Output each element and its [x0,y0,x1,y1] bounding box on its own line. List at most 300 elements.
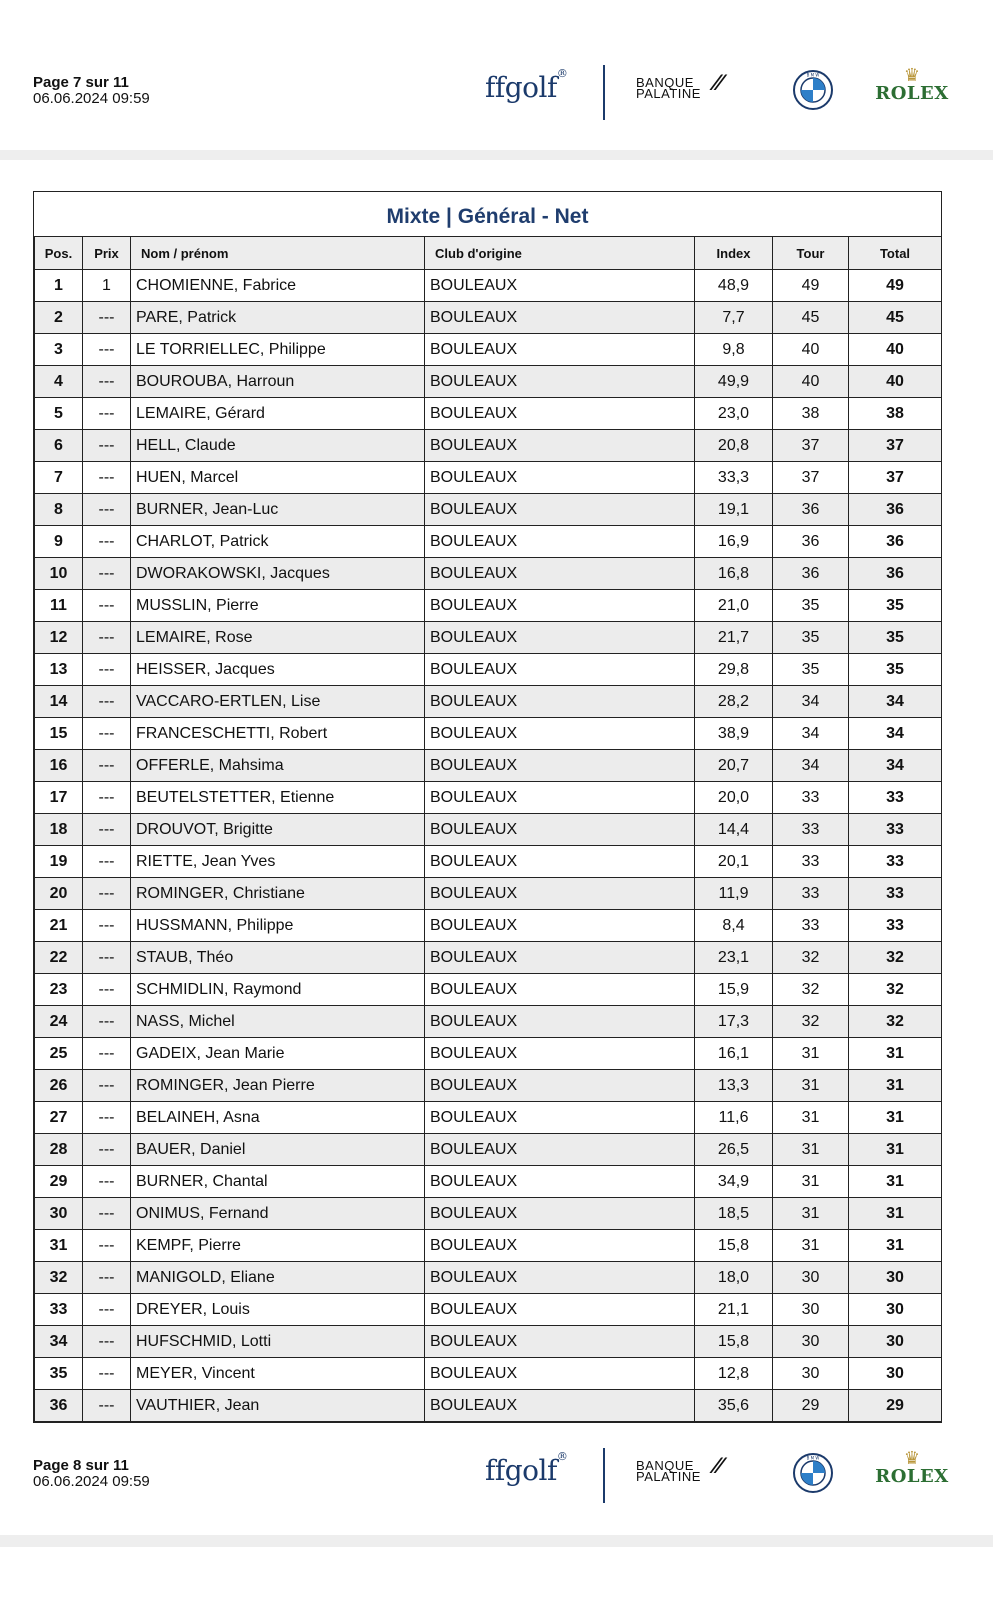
cell-tour: 35 [773,654,849,686]
table-row [35,1102,942,1134]
cell-index: 16,9 [695,526,773,558]
cell-prix: --- [83,462,131,494]
cell-tour: 34 [773,718,849,750]
cell-tour: 31 [773,1102,849,1134]
table-row [35,1198,942,1230]
cell-total: 31 [849,1198,942,1230]
cell-nom: DWORAKOWSKI, Jacques [131,558,425,590]
cell-tour: 33 [773,878,849,910]
cell-total: 38 [849,398,942,430]
cell-club: BOULEAUX [425,430,695,462]
cell-index: 29,8 [695,654,773,686]
sponsor-logos [470,65,970,125]
cell-club: BOULEAUX [425,1070,695,1102]
cell-total: 30 [849,1326,942,1358]
table-row [35,1294,942,1326]
cell-prix: --- [83,1006,131,1038]
cell-pos: 16 [35,750,83,782]
cell-club: BOULEAUX [425,974,695,1006]
cell-tour: 32 [773,942,849,974]
cell-total: 31 [849,1230,942,1262]
table-row [35,878,942,910]
cell-tour: 32 [773,974,849,1006]
cell-tour: 49 [773,270,849,302]
cell-total: 33 [849,878,942,910]
cell-index: 20,7 [695,750,773,782]
cell-tour: 30 [773,1358,849,1390]
cell-prix: --- [83,1390,131,1422]
cell-index: 20,0 [695,782,773,814]
page-info [33,1458,150,1490]
cell-club: BOULEAUX [425,1038,695,1070]
cell-pos: 25 [35,1038,83,1070]
cell-club: BOULEAUX [425,878,695,910]
cell-club: BOULEAUX [425,1006,695,1038]
cell-prix: --- [83,1070,131,1102]
cell-index: 15,9 [695,974,773,1006]
bmw-logo-icon [793,1453,833,1493]
table-row [35,846,942,878]
cell-index: 34,9 [695,1166,773,1198]
cell-pos: 10 [35,558,83,590]
table-row [35,1006,942,1038]
cell-nom: BAUER, Daniel [131,1134,425,1166]
cell-total: 35 [849,622,942,654]
bmw-logo-icon [793,70,833,110]
cell-club: BOULEAUX [425,590,695,622]
table-row [35,782,942,814]
cell-total: 30 [849,1262,942,1294]
cell-tour: 31 [773,1070,849,1102]
cell-total: 34 [849,686,942,718]
cell-nom: HUFSCHMID, Lotti [131,1326,425,1358]
cell-club: BOULEAUX [425,622,695,654]
cell-nom: LEMAIRE, Rose [131,622,425,654]
cell-club: BOULEAUX [425,686,695,718]
cell-prix: --- [83,878,131,910]
table-row [35,622,942,654]
cell-total: 31 [849,1070,942,1102]
crown-icon: ♛ [903,65,921,85]
col-header-pos: Pos. [35,237,83,270]
banque-palatine-logo: BANQUE PALATINE ⁄⁄ [636,1453,723,1484]
cell-index: 13,3 [695,1070,773,1102]
logo-separator [603,1448,605,1503]
ffgolf-logo: ffgolf® [485,67,568,104]
cell-nom: BURNER, Jean-Luc [131,494,425,526]
cell-total: 34 [849,718,942,750]
cell-total: 32 [849,974,942,1006]
table-header-row [35,237,942,270]
cell-prix: --- [83,942,131,974]
cell-total: 34 [849,750,942,782]
cell-pos: 2 [35,302,83,334]
cell-pos: 8 [35,494,83,526]
cell-tour: 36 [773,494,849,526]
cell-total: 37 [849,430,942,462]
cell-nom: KEMPF, Pierre [131,1230,425,1262]
cell-prix: --- [83,814,131,846]
cell-nom: CHARLOT, Patrick [131,526,425,558]
cell-club: BOULEAUX [425,334,695,366]
cell-total: 31 [849,1134,942,1166]
cell-total: 49 [849,270,942,302]
cell-index: 21,1 [695,1294,773,1326]
cell-club: BOULEAUX [425,526,695,558]
cell-tour: 33 [773,846,849,878]
cell-index: 23,0 [695,398,773,430]
cell-club: BOULEAUX [425,558,695,590]
table-row [35,1358,942,1390]
cell-prix: --- [83,1262,131,1294]
cell-tour: 34 [773,750,849,782]
cell-club: BOULEAUX [425,1390,695,1422]
cell-total: 37 [849,462,942,494]
cell-pos: 30 [35,1198,83,1230]
cell-tour: 40 [773,366,849,398]
col-header-tour: Tour [773,237,849,270]
page-header-top [0,55,993,155]
cell-club: BOULEAUX [425,270,695,302]
cell-club: BOULEAUX [425,462,695,494]
cell-total: 40 [849,366,942,398]
cell-tour: 35 [773,622,849,654]
cell-tour: 33 [773,910,849,942]
cell-pos: 24 [35,1006,83,1038]
cell-club: BOULEAUX [425,494,695,526]
cell-club: BOULEAUX [425,1166,695,1198]
cell-tour: 31 [773,1134,849,1166]
cell-index: 15,8 [695,1326,773,1358]
cell-nom: BELAINEH, Asna [131,1102,425,1134]
cell-prix: --- [83,654,131,686]
col-header-total: Total [849,237,942,270]
table-row [35,334,942,366]
cell-total: 33 [849,782,942,814]
cell-club: BOULEAUX [425,782,695,814]
cell-prix: --- [83,590,131,622]
page-break-band [0,1535,993,1547]
cell-nom: FRANCESCHETTI, Robert [131,718,425,750]
table-row [35,718,942,750]
cell-pos: 9 [35,526,83,558]
cell-club: BOULEAUX [425,1294,695,1326]
cell-nom: LE TORRIELLEC, Philippe [131,334,425,366]
cell-tour: 33 [773,782,849,814]
cell-club: BOULEAUX [425,654,695,686]
cell-club: BOULEAUX [425,942,695,974]
cell-prix: --- [83,974,131,1006]
cell-club: BOULEAUX [425,814,695,846]
page-break-band [0,150,993,160]
cell-pos: 22 [35,942,83,974]
cell-tour: 31 [773,1166,849,1198]
cell-nom: CHOMIENNE, Fabrice [131,270,425,302]
cell-pos: 36 [35,1390,83,1422]
cell-total: 31 [849,1038,942,1070]
cell-nom: VAUTHIER, Jean [131,1390,425,1422]
cell-pos: 6 [35,430,83,462]
cell-index: 14,4 [695,814,773,846]
cell-nom: STAUB, Théo [131,942,425,974]
cell-index: 26,5 [695,1134,773,1166]
cell-nom: ROMINGER, Christiane [131,878,425,910]
cell-total: 33 [849,846,942,878]
table-row [35,686,942,718]
cell-pos: 7 [35,462,83,494]
cell-index: 7,7 [695,302,773,334]
cell-index: 20,1 [695,846,773,878]
rolex-logo: ♛ ROLEX [872,1448,952,1486]
cell-nom: ONIMUS, Fernand [131,1198,425,1230]
table-row [35,1390,942,1422]
cell-tour: 37 [773,462,849,494]
cell-club: BOULEAUX [425,366,695,398]
cell-club: BOULEAUX [425,1102,695,1134]
cell-total: 45 [849,302,942,334]
cell-prix: --- [83,910,131,942]
cell-total: 40 [849,334,942,366]
cell-index: 18,5 [695,1198,773,1230]
col-header-index: Index [695,237,773,270]
cell-nom: PARE, Patrick [131,302,425,334]
cell-tour: 33 [773,814,849,846]
cell-pos: 4 [35,366,83,398]
cell-prix: --- [83,622,131,654]
cell-index: 15,8 [695,1230,773,1262]
cell-index: 28,2 [695,686,773,718]
cell-club: BOULEAUX [425,1198,695,1230]
cell-club: BOULEAUX [425,1358,695,1390]
cell-index: 21,0 [695,590,773,622]
cell-prix: --- [83,334,131,366]
cell-pos: 1 [35,270,83,302]
cell-pos: 5 [35,398,83,430]
cell-total: 33 [849,910,942,942]
cell-club: BOULEAUX [425,1230,695,1262]
table-row [35,1326,942,1358]
cell-total: 32 [849,942,942,974]
cell-prix: --- [83,846,131,878]
cell-pos: 29 [35,1166,83,1198]
cell-tour: 31 [773,1198,849,1230]
cell-nom: HUSSMANN, Philippe [131,910,425,942]
table-row [35,1230,942,1262]
cell-club: BOULEAUX [425,398,695,430]
cell-total: 30 [849,1294,942,1326]
cell-prix: 1 [83,270,131,302]
crown-icon: ♛ [903,1448,921,1468]
cell-prix: --- [83,430,131,462]
table-row [35,494,942,526]
cell-total: 36 [849,494,942,526]
page-number: Page 8 sur 11 [33,1457,129,1474]
cell-index: 20,8 [695,430,773,462]
table-row [35,398,942,430]
cell-nom: DREYER, Louis [131,1294,425,1326]
cell-total: 30 [849,1358,942,1390]
ffgolf-logo: ffgolf® [485,1450,568,1487]
cell-total: 31 [849,1166,942,1198]
table-title: Mixte | Général - Net [386,205,589,228]
cell-nom: NASS, Michel [131,1006,425,1038]
cell-club: BOULEAUX [425,1134,695,1166]
cell-prix: --- [83,750,131,782]
col-header-nom: Nom / prénom [131,237,425,270]
cell-pos: 27 [35,1102,83,1134]
cell-pos: 33 [35,1294,83,1326]
banque-palatine-logo: BANQUE PALATINE ⁄⁄ [636,70,723,101]
col-header-prix: Prix [83,237,131,270]
cell-tour: 30 [773,1294,849,1326]
table-row [35,1262,942,1294]
cell-tour: 34 [773,686,849,718]
cell-prix: --- [83,366,131,398]
cell-nom: MEYER, Vincent [131,1358,425,1390]
cell-prix: --- [83,1326,131,1358]
table-row [35,1038,942,1070]
cell-tour: 31 [773,1230,849,1262]
cell-prix: --- [83,1230,131,1262]
cell-total: 31 [849,1102,942,1134]
cell-nom: LEMAIRE, Gérard [131,398,425,430]
cell-prix: --- [83,494,131,526]
cell-index: 11,6 [695,1102,773,1134]
col-header-club: Club d'origine [425,237,695,270]
cell-tour: 31 [773,1038,849,1070]
cell-pos: 35 [35,1358,83,1390]
cell-prix: --- [83,302,131,334]
cell-prix: --- [83,1198,131,1230]
cell-index: 8,4 [695,910,773,942]
cell-index: 16,8 [695,558,773,590]
cell-total: 33 [849,814,942,846]
cell-tour: 32 [773,1006,849,1038]
cell-tour: 38 [773,398,849,430]
cell-nom: OFFERLE, Mahsima [131,750,425,782]
cell-prix: --- [83,1166,131,1198]
cell-pos: 28 [35,1134,83,1166]
cell-tour: 29 [773,1390,849,1422]
cell-index: 19,1 [695,494,773,526]
table-row [35,302,942,334]
cell-tour: 35 [773,590,849,622]
table-row [35,558,942,590]
logo-separator [603,65,605,120]
page-number: Page 7 sur 11 [33,74,129,91]
cell-nom: MUSSLIN, Pierre [131,590,425,622]
table-row [35,654,942,686]
cell-index: 18,0 [695,1262,773,1294]
page-info [33,75,150,107]
cell-pos: 34 [35,1326,83,1358]
cell-tour: 36 [773,526,849,558]
svg-text:B M W: B M W [806,1455,820,1461]
cell-pos: 14 [35,686,83,718]
cell-pos: 3 [35,334,83,366]
cell-pos: 19 [35,846,83,878]
table-row [35,430,942,462]
cell-pos: 23 [35,974,83,1006]
cell-nom: BOUROUBA, Harroun [131,366,425,398]
cell-prix: --- [83,686,131,718]
cell-tour: 37 [773,430,849,462]
table-row [35,590,942,622]
cell-index: 38,9 [695,718,773,750]
cell-tour: 40 [773,334,849,366]
cell-total: 32 [849,1006,942,1038]
cell-prix: --- [83,526,131,558]
cell-club: BOULEAUX [425,750,695,782]
cell-club: BOULEAUX [425,302,695,334]
cell-total: 35 [849,654,942,686]
cell-prix: --- [83,1358,131,1390]
cell-tour: 45 [773,302,849,334]
cell-total: 35 [849,590,942,622]
table-row [35,1134,942,1166]
cell-total: 36 [849,526,942,558]
sponsor-logos [470,1448,970,1508]
cell-club: BOULEAUX [425,718,695,750]
palatine-mark-icon: ⁄⁄ [714,70,723,95]
results-table-box [33,191,942,1423]
cell-prix: --- [83,782,131,814]
table-row [35,942,942,974]
cell-prix: --- [83,398,131,430]
cell-nom: ROMINGER, Jean Pierre [131,1070,425,1102]
cell-nom: GADEIX, Jean Marie [131,1038,425,1070]
cell-tour: 30 [773,1326,849,1358]
cell-nom: MANIGOLD, Eliane [131,1262,425,1294]
cell-index: 49,9 [695,366,773,398]
cell-nom: HELL, Claude [131,430,425,462]
cell-index: 12,8 [695,1358,773,1390]
cell-nom: RIETTE, Jean Yves [131,846,425,878]
cell-pos: 31 [35,1230,83,1262]
cell-index: 35,6 [695,1390,773,1422]
cell-nom: DROUVOT, Brigitte [131,814,425,846]
table-row [35,814,942,846]
cell-pos: 32 [35,1262,83,1294]
rolex-logo: ♛ ROLEX [872,65,952,103]
cell-prix: --- [83,1038,131,1070]
cell-total: 36 [849,558,942,590]
table-row [35,910,942,942]
cell-nom: BURNER, Chantal [131,1166,425,1198]
cell-index: 48,9 [695,270,773,302]
table-row [35,974,942,1006]
cell-pos: 26 [35,1070,83,1102]
cell-club: BOULEAUX [425,846,695,878]
cell-club: BOULEAUX [425,1326,695,1358]
cell-nom: HEISSER, Jacques [131,654,425,686]
cell-prix: --- [83,1294,131,1326]
cell-index: 17,3 [695,1006,773,1038]
cell-nom: HUEN, Marcel [131,462,425,494]
table-row [35,750,942,782]
table-row [35,1070,942,1102]
cell-index: 33,3 [695,462,773,494]
cell-club: BOULEAUX [425,910,695,942]
svg-text:B M W: B M W [806,72,820,78]
cell-pos: 20 [35,878,83,910]
cell-pos: 12 [35,622,83,654]
table-body [35,270,942,1422]
cell-club: BOULEAUX [425,1262,695,1294]
cell-index: 16,1 [695,1038,773,1070]
cell-index: 11,9 [695,878,773,910]
print-datetime: 06.06.2024 09:59 [33,1473,150,1490]
